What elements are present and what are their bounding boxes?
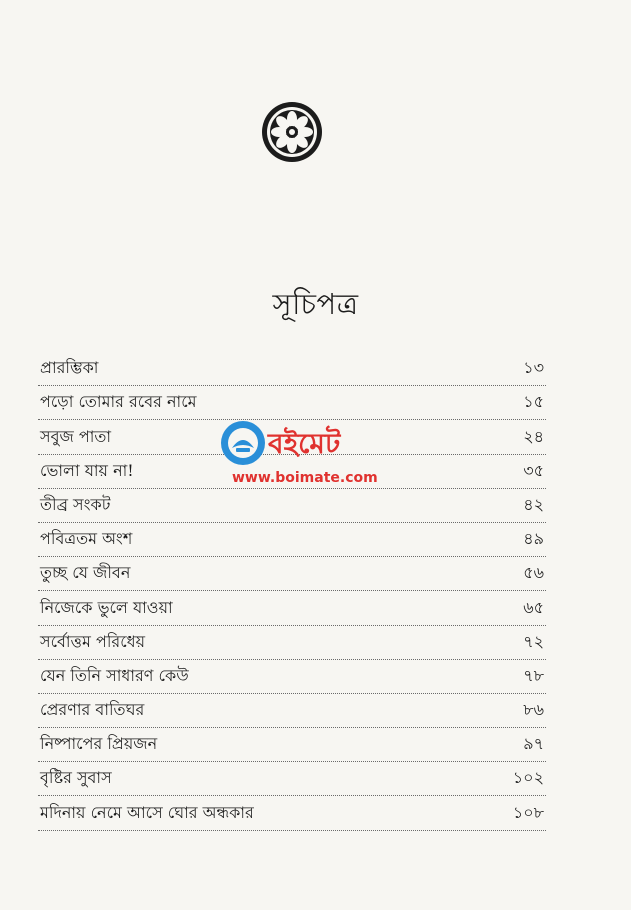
toc-entry-title: সবুজ পাতা bbox=[40, 426, 112, 446]
toc-entry-title: সর্বোত্তম পরিধেয় bbox=[40, 631, 146, 651]
toc-entry-title: পড়ো তোমার রবের নামে bbox=[40, 392, 197, 412]
toc-entry-page: ১০২ bbox=[512, 768, 544, 788]
toc-entry-title: পবিত্রতম অংশ bbox=[40, 529, 133, 549]
toc-entry-page: ৪২ bbox=[523, 494, 544, 514]
toc-entry bbox=[38, 626, 546, 660]
toc-entry-title: ভোলা যায় না! bbox=[40, 460, 134, 480]
toc-entry bbox=[38, 523, 546, 557]
toc-entry bbox=[38, 386, 546, 420]
toc-entry-page: ৫৬ bbox=[523, 563, 544, 583]
toc-entry-page: ১৫ bbox=[523, 392, 544, 412]
watermark-brand: বইমেট bbox=[268, 427, 341, 460]
toc-entry bbox=[38, 796, 546, 830]
toc-heading: সূচিপত্র bbox=[272, 287, 359, 321]
toc-entry-page: ৬৫ bbox=[523, 597, 544, 617]
toc-entry bbox=[38, 591, 546, 625]
toc-entry-title: তীব্র সংকট bbox=[40, 494, 111, 514]
watermark bbox=[218, 418, 408, 492]
toc-entry-page: ৭২ bbox=[523, 631, 544, 651]
toc-entry-title: তুচ্ছ যে জীবন bbox=[40, 563, 131, 583]
boimate-logo-icon bbox=[218, 418, 268, 468]
toc-entry-page: ২৪ bbox=[523, 426, 544, 446]
toc-entry-page: ১৩ bbox=[523, 358, 544, 378]
flower-ornament-icon bbox=[260, 100, 324, 164]
toc-entry-page: ৮৬ bbox=[523, 700, 544, 720]
toc-entry bbox=[38, 728, 546, 762]
toc-entry-page: ৪৯ bbox=[523, 529, 544, 549]
toc-entry-title: মদিনায় নেমে আসে ঘোর অন্ধকার bbox=[40, 802, 254, 822]
toc-entry-title: যেন তিনি সাধারণ কেউ bbox=[40, 665, 189, 685]
toc-entry-title: নিজেকে ভুলে যাওয়া bbox=[40, 597, 173, 617]
toc-entry-title: নিষ্পাপের প্রিয়জন bbox=[40, 734, 158, 754]
toc-entry-title: প্রেরণার বাতিঘর bbox=[40, 700, 145, 720]
toc-entry bbox=[38, 694, 546, 728]
toc-entry-page: ১০৮ bbox=[512, 802, 544, 822]
toc-entry-page: ৩৫ bbox=[523, 460, 544, 480]
toc-entry bbox=[38, 489, 546, 523]
toc-entry-title: বৃষ্টির সুবাস bbox=[40, 768, 112, 788]
watermark-url: www.boimate.com bbox=[232, 470, 378, 486]
toc-entry bbox=[38, 762, 546, 796]
toc-entry-title: প্রারম্ভিকা bbox=[40, 358, 99, 378]
toc-entry bbox=[38, 660, 546, 694]
toc-entry bbox=[38, 352, 546, 386]
toc-entry bbox=[38, 557, 546, 591]
toc-entry-page: ৯৭ bbox=[523, 734, 544, 754]
toc-entry-page: ৭৮ bbox=[523, 665, 544, 685]
